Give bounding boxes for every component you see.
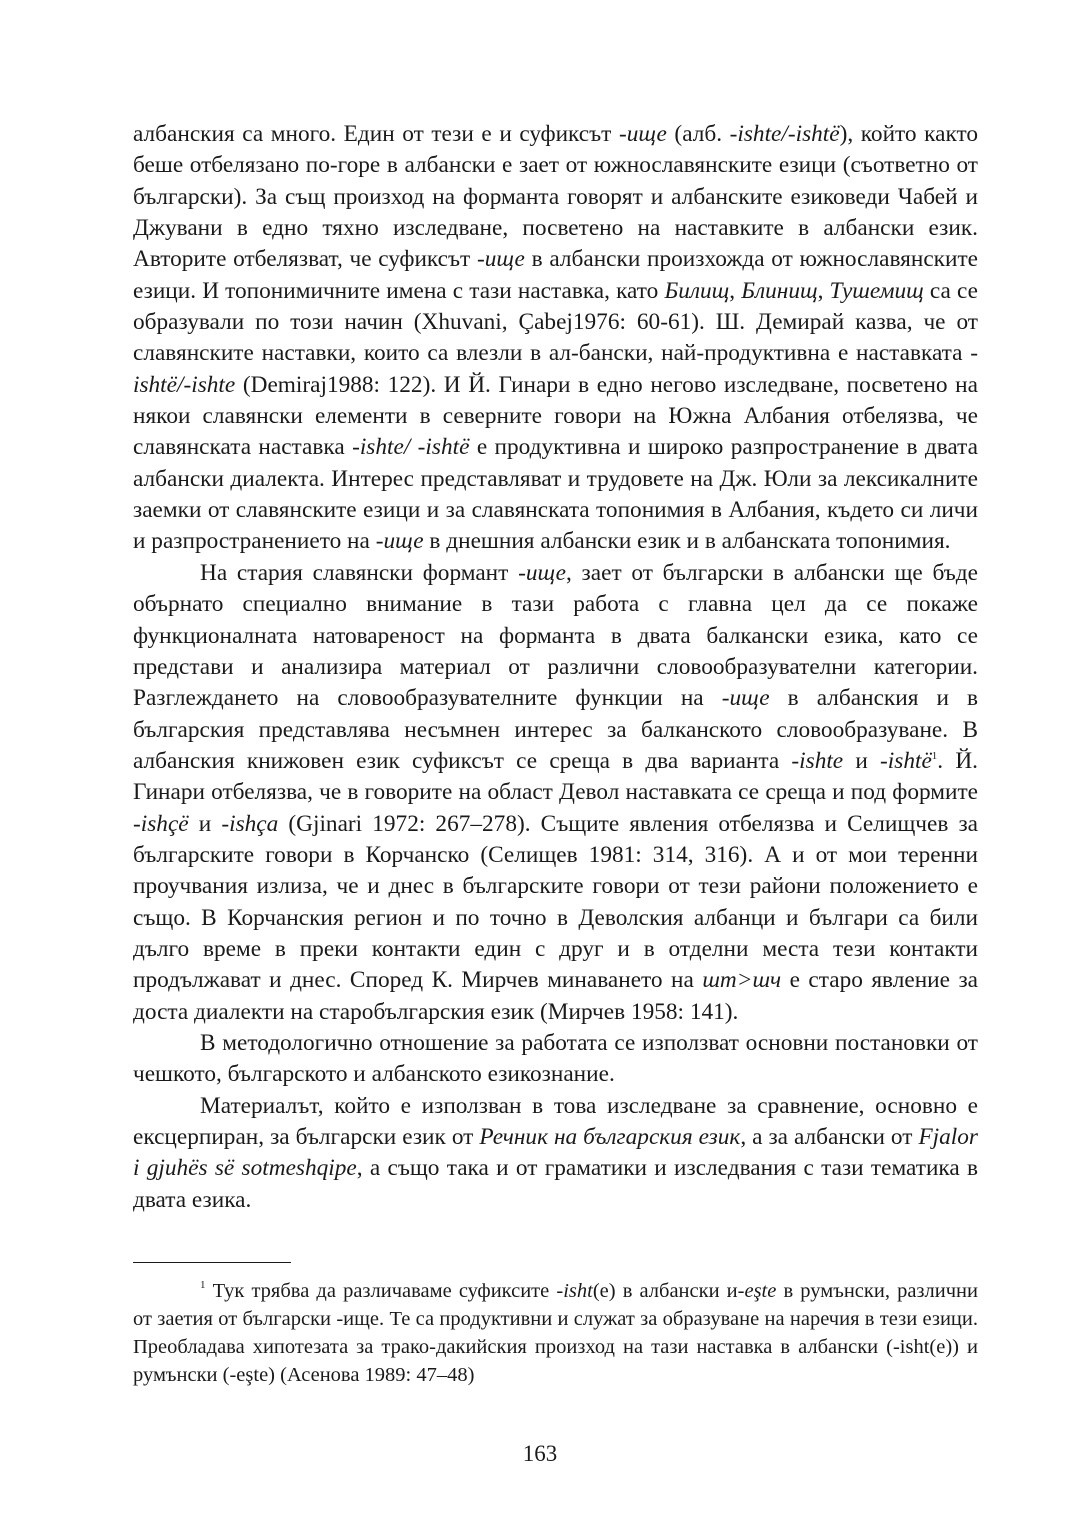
italic-term: -isht (556, 1280, 593, 1302)
italic-term: -ishte/ -ishtë (352, 434, 470, 461)
text-run: в румънски, различни от заетия от български -ище. Те са продуктивни и служат за образуване на наречия в тези езици. Преобладава хипотезата за трако-дакийския произход на тази наставка в албански (-isht(e)) и румънски (-eşte) (Асенова 1989: 47–48) (133, 1280, 978, 1386)
paragraph (133, 119, 978, 558)
text-run: в албанския и в българския представлява несъмнен интерес за балканското словообразуване. В албанския книжовен език суфиксът се среща в два варианта (133, 685, 978, 774)
text-run: . Й. Гинари отбелязва, че в говорите на област Девол наставката се среща и под формите (133, 747, 978, 806)
italic-term: -ishça (221, 810, 279, 837)
italic-term: -ище (518, 559, 566, 586)
italic-term: -ище (375, 528, 424, 555)
text-run: , а също така и от граматики и изследвания с тази тематика в двата езика. (133, 1155, 979, 1213)
text-run: Материалът, който е използван в това изследване за сравнение, основно е ексцерпиран, за български език от (133, 1092, 978, 1150)
italic-term: -ishte/-ishtë (729, 121, 840, 147)
italic-term: -ище (721, 685, 770, 712)
italic-term: шт>шч (702, 967, 782, 994)
text-run: е старо явление за доста диалекти на старобългарския език (Мирчев 1958: 141). (133, 967, 978, 1025)
page-number: 163 (522, 1441, 558, 1466)
text-run: В методологично отношение за работата се използват основни постановки от чешкото, българското и албанското езикознание. (133, 1029, 978, 1088)
text-run: албанския са много. Един от тези е и суфиксът (133, 121, 619, 147)
italic-term: Блинищ (741, 277, 818, 304)
text-run: , а за албански от (740, 1124, 919, 1150)
text-run: (е) в албански и (592, 1280, 738, 1302)
italic-term: Fjalor i gjuhës së sotmeshqipe (133, 1124, 978, 1182)
paragraph (133, 558, 978, 1028)
italic-term: Речник на българския език (479, 1124, 741, 1150)
text-run: , зает от български в албански ще бъде обърнато специално внимание в тази работа с главна цел да се покаже функционалната натовареност на форманта в двата балкански езика, като се представи и анализира материал от различни словообразувателни категории. Разглеждането на словообразувателните функции на (133, 559, 979, 712)
text-run: са се образували по този начин (Xhuvani, Çabej1976: 60-61). Ш. Демирай казва, че от славянските наставки, които са влезли в ал-бански, най-продуктивна е наставката (133, 277, 978, 367)
italic-term: -ище (476, 246, 525, 273)
text-run: е продуктивна и широко разпространение в двата албански диалекта. Интерес представляват и трудовете на Дж. Юли за лексикалните заемки от славянските езици и за славянската топонимия в Албания, където си личи и разпространението на (133, 434, 978, 555)
italic-term: -ище (618, 121, 667, 147)
footnote-separator (133, 1262, 291, 1263)
footnote-text (133, 1277, 978, 1389)
text-run: (Demiraj1988: 122). И Й. Гинари в едно негово изследване, посветено на някои славянски елементи в северните говори на Южна Албания отбелязва, че славянската наставка (133, 371, 978, 461)
text-run: (алб. (666, 121, 730, 147)
text-run: , (817, 277, 830, 304)
text-run: ), който както беше отбелязано по-горе в албански е зает от южнославянските езици (съответно от български). За същ произход на форманта говорят и албанските езиковеди Чабей и Джувани в едно тяхно изследване, посветено на наставките в албански език. Авторите отбелязват, че суфиксът (133, 121, 978, 273)
italic-term: -ishçë (133, 810, 189, 837)
footnote-marker: 1 (931, 749, 938, 762)
text-run: в днешния албански език и в албанската топонимия. (423, 528, 951, 555)
text-run: (Gjinari 1972: 267–278). Същите явления отбелязва и Селищчев за българските говори в Корчанско (Селищев 1981: 314, 316). А и от мои теренни проучвания излиза, че и днес в българските говори от тези райони положението е същo. В Корчанския регион и по точно в Деволския албанци и българи са били дълго време в преки контакти един с друг и в отделни места тези контакти продължават и днес. Според К. Мирчев минаването на (133, 810, 979, 994)
text-run: и (188, 810, 222, 837)
paragraph (133, 1091, 978, 1216)
body-text (133, 119, 978, 1216)
text-run: и (843, 747, 881, 774)
text-run: в албански произхожда от южнославянските езици. И топонимичните имена с тази наставка, като (133, 246, 978, 304)
text-run: Тук трябва да различаваме суфиксите (205, 1280, 557, 1302)
italic-term: -eşte (737, 1280, 777, 1302)
text-run: На стария славянски формант (200, 559, 519, 586)
italic-term: Билищ (664, 277, 730, 304)
footnote (133, 1277, 978, 1389)
paragraph (133, 1028, 978, 1091)
text-run: , (729, 277, 742, 304)
italic-term: -ishte (791, 747, 844, 774)
italic-term: -ishtë/-ishte (133, 340, 978, 398)
italic-term: -ishtë (880, 747, 932, 774)
italic-term: Тушемищ (829, 277, 924, 304)
footnote-marker: 1 (200, 1279, 206, 1291)
